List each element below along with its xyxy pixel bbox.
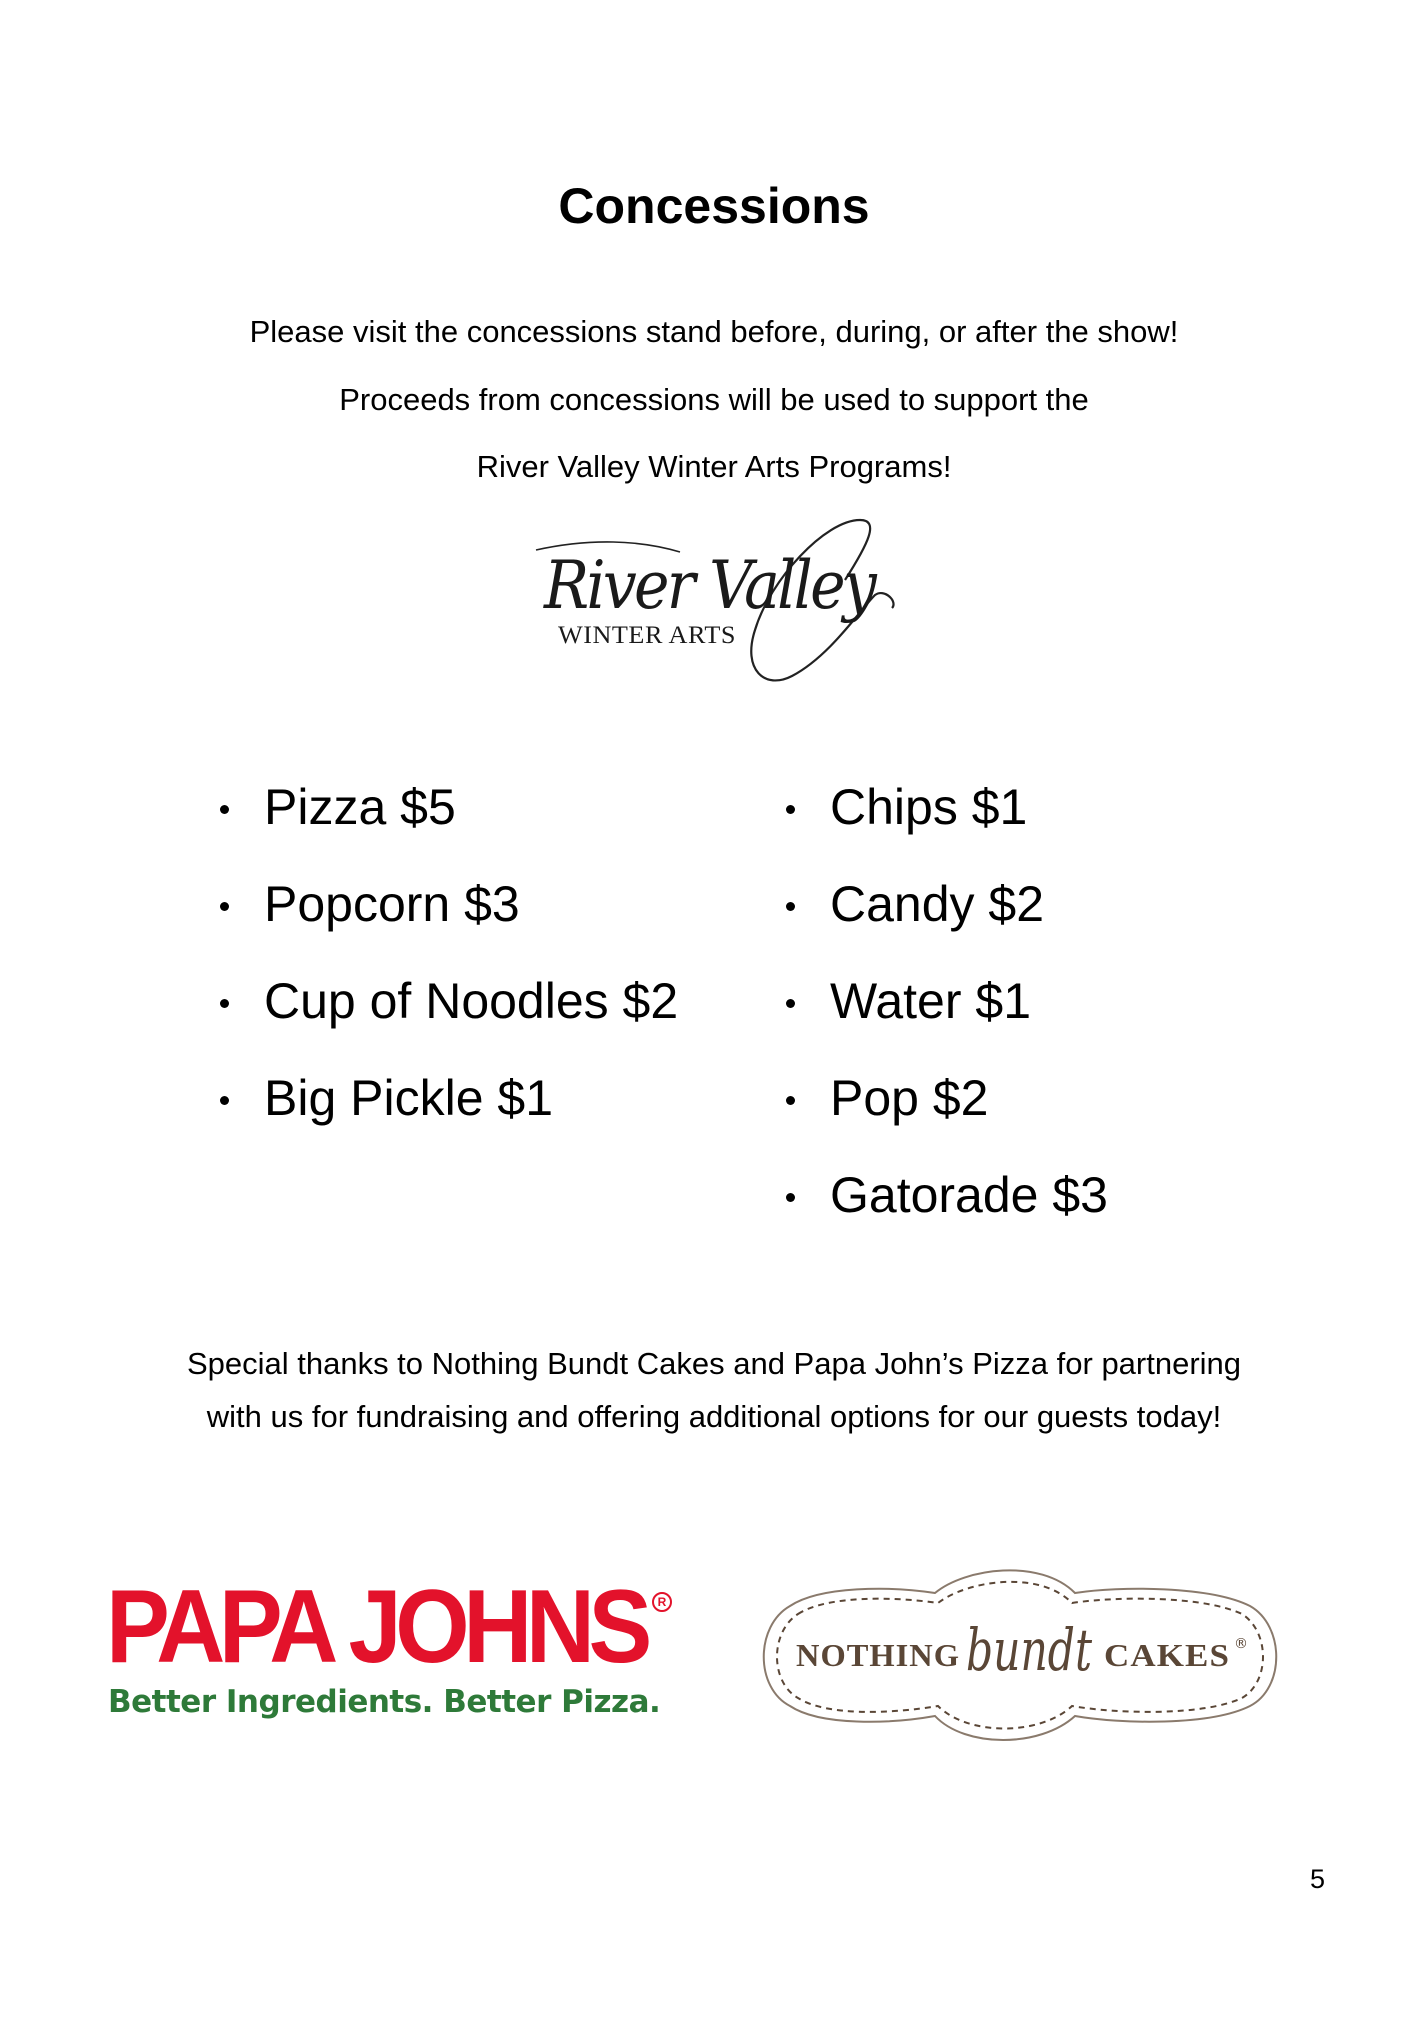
menu-item-label: Popcorn $3 [264,876,520,932]
bullet-icon [220,999,229,1008]
intro-line-3: River Valley Winter Arts Programs! [476,449,952,484]
bundt-word-nothing: NOTHING [796,1637,960,1673]
papa-johns-logo [104,1569,684,1732]
bullet-icon [786,1193,795,1202]
menu-list-left [214,772,678,1160]
papa-johns-wordmark: PAPA JOHNS [106,1569,646,1685]
bullet-icon [786,902,795,911]
menu-item-label: Chips $1 [830,779,1028,835]
menu-item [780,1160,1108,1257]
menu-item [780,1063,1108,1160]
bundt-word-cakes: CAKES [1104,1637,1230,1673]
intro-line-1: Please visit the concessions stand before, during, or after the show! [249,314,1179,349]
river-valley-subtitle: WINTER ARTS [558,622,736,649]
bullet-icon [220,805,229,814]
bullet-icon [786,1096,795,1105]
registered-mark-icon: ® [1234,1636,1248,1652]
menu-item-label: Water $1 [830,973,1032,1029]
menu-item [214,869,678,966]
thanks-line-1: Special thanks to Nothing Bundt Cakes and Papa John’s Pizza for partnering [186,1346,1242,1381]
nothing-bundt-cakes-logo [740,1548,1300,1758]
bundt-word-bundt: bundt [966,1616,1093,1684]
menu-item [780,869,1108,966]
bullet-icon [786,805,795,814]
menu-item-label: Gatorade $3 [830,1167,1108,1223]
thanks-line-2: with us for fundraising and offering additional options for our guests today! [206,1399,1222,1434]
menu-item [214,1063,678,1160]
menu-item-label: Big Pickle $1 [264,1070,554,1126]
bullet-icon [220,902,229,911]
bullet-icon [220,1096,229,1105]
menu-list-right [780,772,1108,1257]
menu-item [214,966,678,1063]
menu-item-label: Candy $2 [830,876,1045,932]
bullet-icon [786,999,795,1008]
papa-johns-tagline: Better Ingredients. Better Pizza. [108,1684,661,1720]
menu-item [214,772,678,869]
menu-item-label: Pizza $5 [264,779,456,835]
menu-item [780,772,1108,869]
page-title: Concessions [558,178,870,234]
menu-item-label: Cup of Noodles $2 [264,973,679,1029]
menu-item [780,966,1108,1063]
registered-mark-icon: R [652,1592,672,1612]
river-valley-script: River Valley [543,547,878,624]
menu-item-label: Pop $2 [830,1070,989,1126]
intro-line-2: Proceeds from concessions will be used to support the [339,382,1089,417]
page-number: 5 [1310,1864,1326,1894]
river-valley-winter-arts-logo [530,510,910,690]
